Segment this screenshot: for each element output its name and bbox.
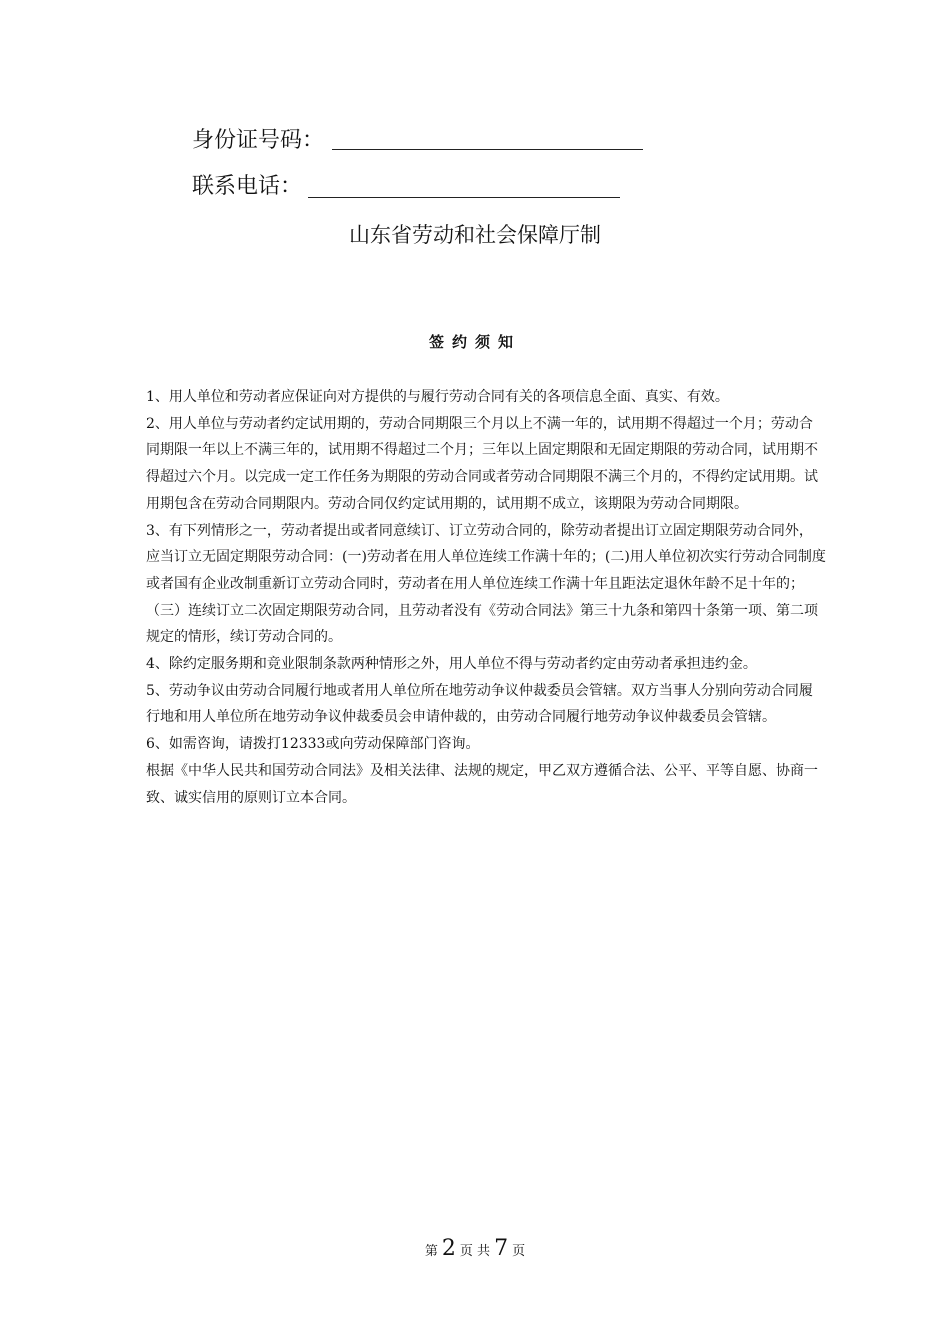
notice-item-4: 4、除约定服务期和竞业限制条款两种情形之外，用人单位不得与劳动者约定由劳动者承担违约金。	[146, 656, 757, 673]
current-page-number: 2	[441, 1236, 456, 1261]
notice-item-1: 1、用人单位和劳动者应保证向对方提供的与履行劳动合同有关的各项信息全面、真实、有效。	[146, 389, 729, 405]
notice-item-6: 6、如需咨询，请拨打12333或向劳动保障部门咨询。	[146, 736, 480, 753]
phone-blank	[308, 197, 620, 198]
notice-item-3: 3、有下列情形之一，劳动者提出或者同意续订、订立劳动合同的，除劳动者提出订立固定期限劳动合同外，应当订立无固定期限劳动合同：(一)劳动者在用人单位连续工作满十年的；(二)用人单位初次实行劳动合同制度或者国有企业改制重新订立劳动合同时，劳动者在用人单位连续工作满十年且距法定退休年龄不足十年的；（三）连续订立二次固定期限劳动合同，且劳动者没有《劳动合同法》第三十九条和第四十条第一项、第二项规定的情形，续订劳动合同的。	[146, 522, 826, 646]
footer-prefix: 第	[424, 1244, 438, 1259]
footer-suffix: 页	[512, 1244, 526, 1259]
notice-closing: 根据《中华人民共和国劳动合同法》及相关法律、法规的规定，甲乙双方遵循合法、公平、平等自愿、协商一致、诚实信用的原则订立本合同。	[146, 762, 818, 806]
notice-item-5: 5、劳动争议由劳动合同履行地或者用人单位所在地劳动争议仲裁委员会管辖。双方当事人分别向劳动合同履行地和用人单位所在地劳动争议仲裁委员会申请仲裁的，由劳动合同履行地劳动争议仲裁委员会管辖。	[146, 682, 813, 726]
notice-title: 签约须知	[428, 333, 521, 351]
page-footer	[0, 1236, 950, 1261]
notice-body	[146, 384, 826, 811]
id-number-label: 身份证号码：	[192, 128, 325, 153]
phone-label: 联系电话：	[192, 174, 303, 199]
footer-middle: 页 共	[459, 1244, 491, 1259]
issuer-line: 山东省劳动和社会保障厅制	[349, 223, 601, 247]
total-page-number: 7	[494, 1236, 509, 1261]
notice-item-2: 2、用人单位与劳动者约定试用期的，劳动合同期限三个月以上不满一年的，试用期不得超过一个月；劳动合同期限一年以上不满三年的，试用期不得超过二个月；三年以上固定期限和无固定期限的劳动合同，试用期不得超过六个月。以完成一定工作任务为期限的劳动合同或者劳动合同期限不满三个月的，不得约定试用期。试用期包含在劳动合同期限内。劳动合同仅约定试用期的，试用期不成立，该期限为劳动合同期限。	[146, 415, 818, 512]
id-number-blank	[332, 149, 643, 150]
